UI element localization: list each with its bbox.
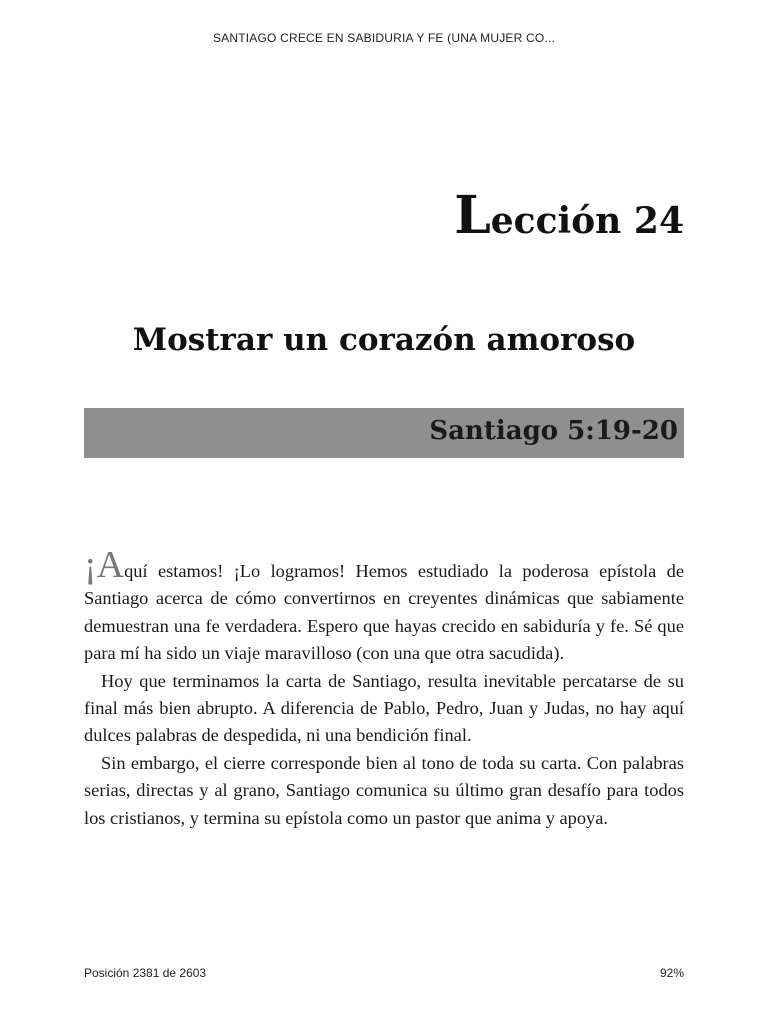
- body-paragraph-1-text: quí estamos! ¡Lo logramos! Hemos estudiado la poderosa epístola de Santiago acerca de cómo convertirnos en creyentes dinámicas que sabiamente demuestran una fe verdadera. Espero que hayas crecido en sabiduría y fe. Sé que para mí ha sido un viaje maravilloso (con una que otra sacudida).: [84, 561, 684, 664]
- lesson-title: [454, 185, 684, 246]
- reading-progress-percent: 92%: [659, 966, 684, 980]
- reading-position: Posición 2381 de 2603: [84, 966, 207, 980]
- running-header-book-title: SANTIAGO CRECE EN SABIDURIA Y FE (UNA MUJER CO...: [212, 31, 556, 45]
- lesson-body: [84, 544, 684, 832]
- body-paragraph-1: [84, 544, 684, 668]
- scripture-reference: Santiago 5:19-20: [429, 416, 678, 446]
- body-paragraph-3: Sin embargo, el cierre corresponde bien al tono de toda su carta. Con palabras serias, directas y al grano, Santiago comunica su último gran desafío para todos los cristianos, y termina su epístola como un pastor que anima y apoya.: [84, 752, 684, 828]
- drop-cap: ¡A: [84, 544, 125, 586]
- lesson-title-initial: L: [454, 185, 491, 246]
- lesson-title-rest: ección 24: [490, 200, 684, 242]
- scripture-banner: [84, 408, 684, 458]
- body-paragraph-2: Hoy que terminamos la carta de Santiago, resulta inevitable percatarse de su final más bien abrupto. A diferencia de Pablo, Pedro, Juan y Judas, no hay aquí dulces palabras de despedida, ni una bendición final.: [84, 670, 684, 746]
- lesson-subtitle: Mostrar un corazón amoroso: [132, 322, 636, 358]
